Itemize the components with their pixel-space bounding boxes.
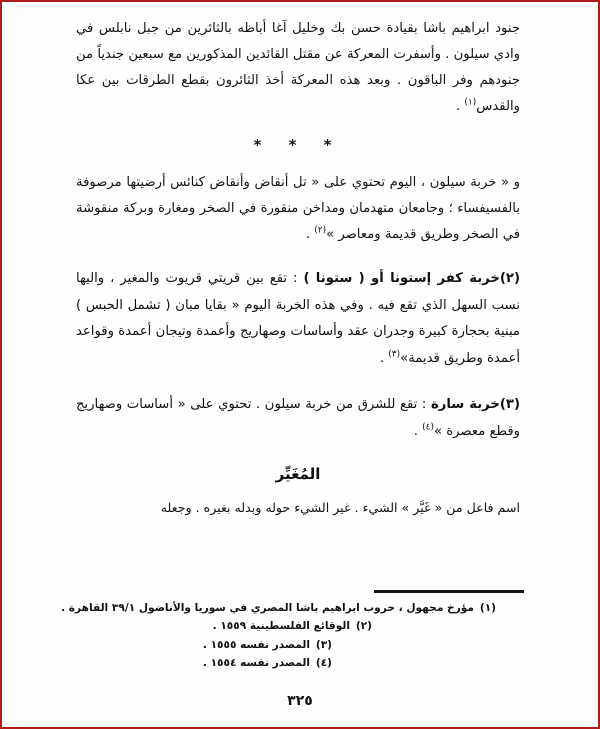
footnote-list bbox=[61, 599, 524, 673]
footnote-marker-3: (٣) bbox=[315, 638, 332, 651]
footnote-marker-2: (٢) bbox=[355, 620, 372, 632]
footnote-separator-rule bbox=[374, 590, 524, 593]
gloss-paragraph: اسم فاعل من « غَيَّر » الشيء . غير الشيء حوله وبدله بغيره . وجعله bbox=[160, 500, 520, 515]
footnote-text-3: المصدر نفسه ١٥٥٥ . bbox=[202, 638, 310, 651]
section-separator-asterisks: * * * bbox=[253, 136, 343, 154]
entry-title-3: خربة سارة bbox=[430, 397, 500, 412]
footnote-text-1: مؤرخ مجهول ، حروب ابراهيم باشا المصري في سوريا والأناضول ٣٩/١ القاهرة . bbox=[61, 601, 474, 614]
numbered-entry-3 bbox=[76, 392, 520, 445]
footnote-item-3 bbox=[76, 636, 524, 655]
footnote-marker-4: (٤) bbox=[315, 657, 332, 669]
entry-terminator-2: . bbox=[379, 350, 389, 366]
footnote-item-1 bbox=[61, 599, 524, 618]
section-heading: المُغَيِّر bbox=[275, 465, 321, 483]
second-paragraph-terminator: . bbox=[305, 227, 315, 242]
footnote-ref-1[interactable]: (١) bbox=[464, 97, 477, 108]
intro-paragraph-text: جنود ابراهيم باشا بقيادة حسن بك وخليل آغا أباظه بالثائرين من جبل نابلس في وادي سيلون . وأسفرت المعركة عن مقتل القائدين المذكورين مع سبعين جندياً من جنودهم وفر الباقون . وبعد هذه المعركة أخذ الثائرون بقطع الطرقات بين عكا والقدس bbox=[76, 21, 520, 114]
page-number: ٣٢٥ bbox=[287, 693, 313, 709]
entry-body-3: : تقع للشرق من خربة سيلون . تحتوي على « أساسات وصهاريج وقطع معصرة » bbox=[76, 397, 520, 439]
page-surface bbox=[2, 2, 598, 727]
entry-body-2: : تقع بين قريتي قريوت والمغير ، واليها نسب السهل الذي تقع فيه . وفي هذه الخربة اليوم « بقايا مبان ( تشمل الحبس ) مبنية بحجارة كبيرة وجدران عقد وأساسات وصهاريج وأعمدة وتيجان أعمدة وقواعد أعمدة وطريق قديمة» bbox=[76, 271, 520, 366]
intro-paragraph-terminator: . bbox=[455, 99, 465, 114]
footnote-marker-1: (١) bbox=[479, 601, 496, 614]
footnote-text-4: المصدر نفسه ١٥٥٤ . bbox=[202, 657, 310, 669]
second-paragraph-text: و « خربة سيلون ، اليوم تحتوي على « تل أنقاض وأنقاض كنائس أرضيتها مرصوفة بالفسيفساء ؛ وجامعان متهدمان ومداخن منقورة في الصخر ومغارة وبركة منقوشة في الصخر وطريق قديمة ومعاصر » bbox=[76, 175, 520, 242]
entry-terminator-3: . bbox=[413, 423, 423, 439]
footnote-text-2: الوقائع الفلسطينية ١٥٥٩ . bbox=[212, 620, 350, 632]
spacer bbox=[76, 252, 520, 266]
intro-paragraph bbox=[76, 16, 520, 120]
footnote-ref-3[interactable]: (٣) bbox=[388, 349, 401, 360]
footnote-item-2 bbox=[76, 617, 524, 636]
page-body-text bbox=[76, 16, 520, 520]
spacer bbox=[76, 378, 520, 392]
footnote-ref-2[interactable]: (٢) bbox=[314, 225, 327, 236]
numbered-entry-2 bbox=[76, 266, 520, 372]
second-paragraph bbox=[76, 170, 520, 248]
entry-number-2: (٢) bbox=[499, 271, 520, 286]
entry-number-3: (٣) bbox=[499, 397, 521, 412]
footnote-item-4 bbox=[76, 654, 524, 673]
footnote-ref-4[interactable]: (٤) bbox=[422, 422, 434, 433]
entry-title-2: خربة كفر إستونا أو ( ستونا ) bbox=[303, 271, 500, 286]
footnotes-block bbox=[61, 590, 524, 673]
